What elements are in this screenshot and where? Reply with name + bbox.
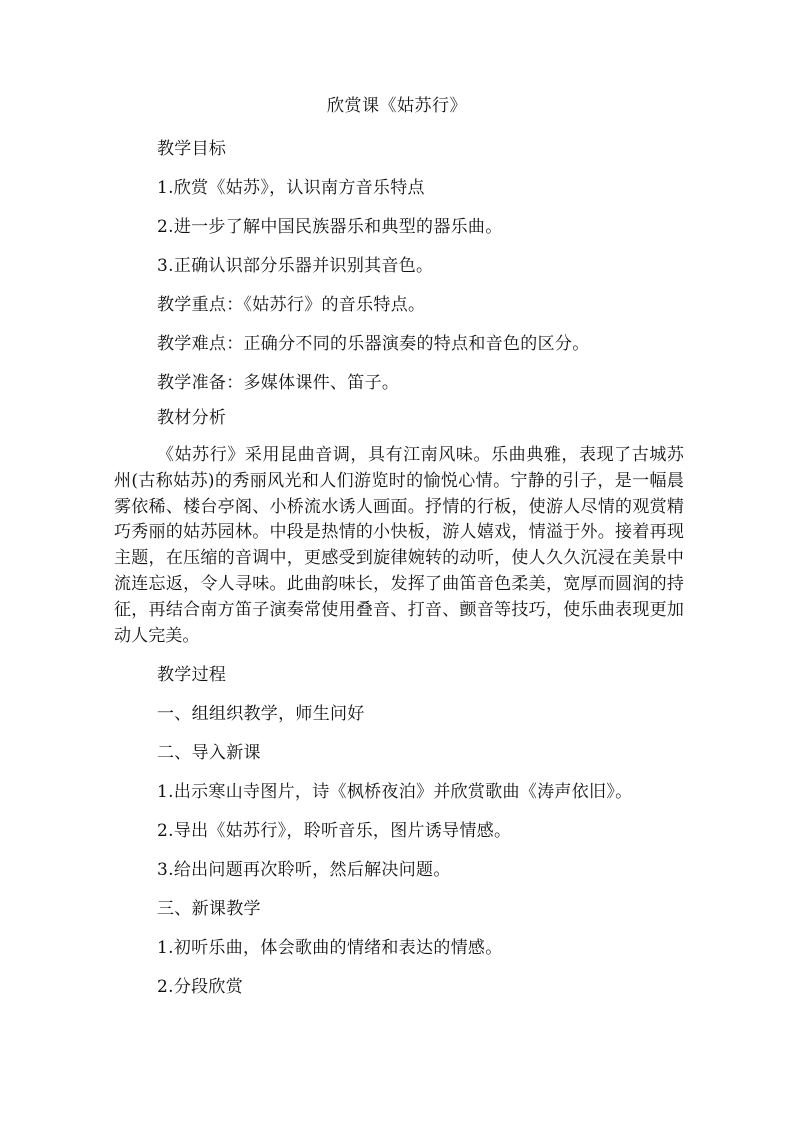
teaching-key-point: 教学重点：《姑苏行》的音乐特点。 — [157, 295, 426, 315]
step-2-item-1: 1.出示寒山寺图片，诗《枫桥夜泊》并欣赏歌曲《涛声依旧》。 — [157, 782, 633, 802]
step-1-organize: 一、组组织教学，师生问好 — [157, 704, 365, 724]
material-analysis-paragraph: 《姑苏行》采用昆曲音调，具有江南风味。乐曲典雅，表现了古城苏州(古称姑苏)的秀丽风光和人们游览时的愉悦心情。宁静的引子，是一幅晨雾依稀、楼台亭阁、小桥流水诱人画面。抒情的行板，使游人尽情的观赏精巧秀丽的姑苏园林。中段是热情的小快板，游人嬉戏，情溢于外。接着再现主题，在压缩的音调中，更感受到旋律婉转的动听，使人久久沉浸在美景中流连忘返，令人寻味。此曲韵味长，发挥了曲笛音色柔美，宽厚而圆润的持征，再结合南方笛子演奏常使用叠音、打音、颤音等技巧，使乐曲表现更加动人完美。 — [114, 445, 684, 646]
step-2-item-3: 3.给出问题再次聆听，然后解决问题。 — [157, 860, 451, 880]
teaching-difficulty: 教学难点：正确分不同的乐器演奏的特点和音色的区分。 — [157, 334, 590, 354]
heading-teaching-process: 教学过程 — [157, 665, 227, 685]
step-3-item-1: 1.初听乐曲，体会歌曲的情绪和表达的情感。 — [157, 938, 503, 958]
objective-1: 1.欣赏《姑苏》，认识南方音乐特点 — [157, 178, 425, 198]
objective-2: 2.进一步了解中国民族器乐和典型的器乐曲。 — [157, 217, 503, 237]
step-3-item-2: 2.分段欣赏 — [157, 977, 244, 997]
step-2-introduce: 二、导入新课 — [157, 743, 261, 763]
step-3-new-lesson: 三、新课教学 — [157, 899, 261, 919]
document-title: 欣赏课《姑苏行》 — [327, 96, 467, 116]
heading-teaching-objectives: 教学目标 — [157, 139, 227, 159]
objective-3: 3.正确认识部分乐器并识别其音色。 — [157, 256, 434, 276]
teaching-preparation: 教学准备：多媒体课件、笛子。 — [157, 373, 400, 393]
heading-material-analysis: 教材分析 — [157, 408, 227, 428]
step-2-item-2: 2.导出《姑苏行》，聆听音乐，图片诱导情感。 — [157, 821, 512, 841]
